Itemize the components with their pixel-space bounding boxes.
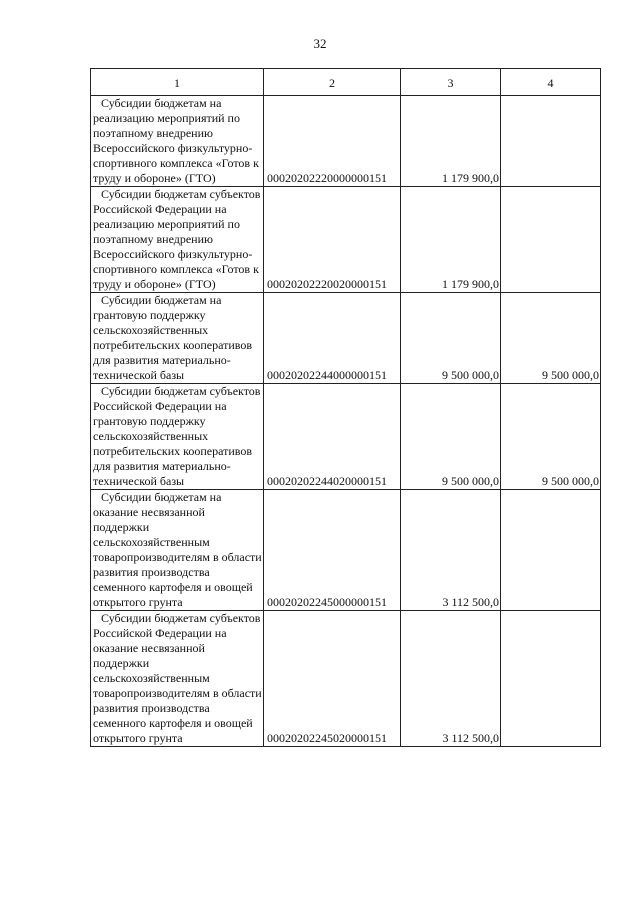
row-value-col4 [501,611,601,747]
row-value-col4 [501,96,601,187]
row-description: Субсидии бюджетам на реализацию мероприятий по поэтапному внедрению Всероссийского физкультурно-спортивного комплекса «Готов к труду и обороне» (ГТО) [91,96,264,187]
row-value-col3: 3 112 500,0 [401,490,501,611]
row-code: 00020202245000000151 [264,490,401,611]
table-body [91,96,601,747]
column-header-3: 3 [401,69,501,96]
row-description: Субсидии бюджетам на грантовую поддержку сельскохозяйственных потребительских кооперативов для развития материально-технической базы [91,293,264,384]
row-code: 00020202244000000151 [264,293,401,384]
row-value-col3: 9 500 000,0 [401,293,501,384]
row-value-col3: 3 112 500,0 [401,611,501,747]
row-code: 00020202220020000151 [264,187,401,293]
table-row [91,490,601,611]
row-description: Субсидии бюджетам субъектов Российской Федерации на грантовую поддержку сельскохозяйственных потребительских кооперативов для развития материально-технической базы [91,384,264,490]
table-row [91,384,601,490]
row-value-col4 [501,490,601,611]
row-description: Субсидии бюджетам на оказание несвязанной поддержки сельскохозяйственным товаропроизводителям в области развития производства семенного картофеля и овощей открытого грунта [91,490,264,611]
column-header-2: 2 [264,69,401,96]
row-code: 00020202220000000151 [264,96,401,187]
row-value-col3: 1 179 900,0 [401,96,501,187]
budget-table [90,68,601,747]
row-value-col3: 1 179 900,0 [401,187,501,293]
row-value-col4 [501,187,601,293]
row-code: 00020202244020000151 [264,384,401,490]
table-row [91,187,601,293]
table-row [91,96,601,187]
table-row [91,293,601,384]
page-number: 32 [313,36,327,51]
row-value-col4: 9 500 000,0 [501,384,601,490]
header-row [91,69,601,96]
table-row [91,611,601,747]
row-value-col4: 9 500 000,0 [501,293,601,384]
row-code: 00020202245020000151 [264,611,401,747]
column-header-4: 4 [501,69,601,96]
row-description: Субсидии бюджетам субъектов Российской Федерации на оказание несвязанной поддержки сельскохозяйственным товаропроизводителям в области развития производства семенного картофеля и овощей открытого грунта [91,611,264,747]
row-value-col3: 9 500 000,0 [401,384,501,490]
table-header [91,69,601,96]
row-description: Субсидии бюджетам субъектов Российской Федерации на реализацию мероприятий по поэтапному внедрению Всероссийского физкультурно-спортивного комплекса «Готов к труду и обороне» (ГТО) [91,187,264,293]
column-header-1: 1 [91,69,264,96]
